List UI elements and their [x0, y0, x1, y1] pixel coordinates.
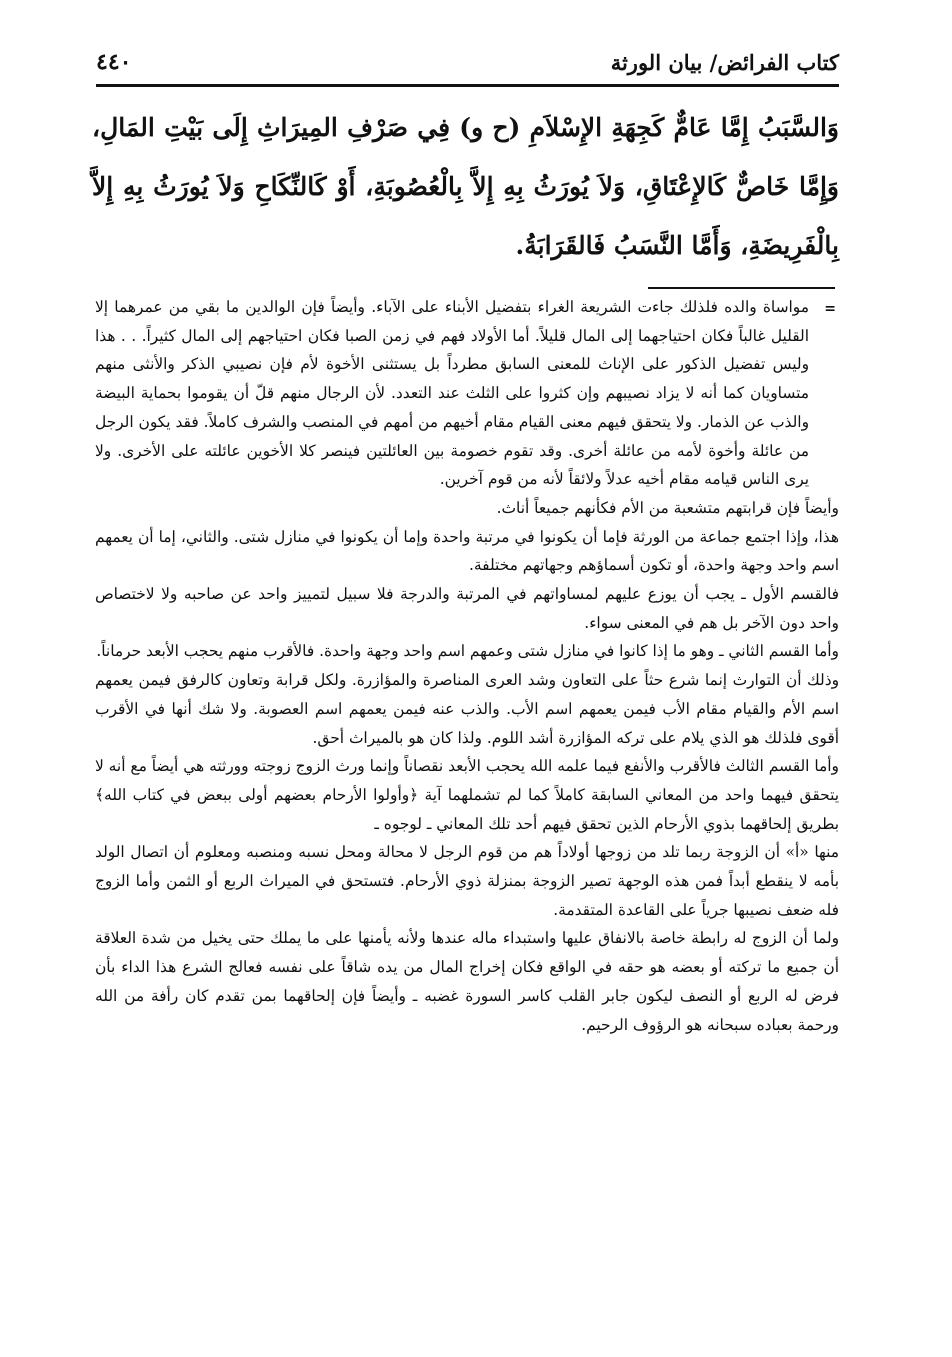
footnote-paragraph: ولما أن الزوج له رابطة خاصة بالانفاق عليها واستبداء ماله عندها ولأنه يأمنها على ما يملك حتى يخيل من شدة العلاقة أن جميع ما تركته أو بعضه هو حقه في الواقع فكان إخراج المال من يده شاقاً على نفسه فعالج الشرع هذا الداء بأن فرض له الربع أو النصف ليكون جابر القلب كاسر السورة غضبه ـ وأيضاً فإن إلحاقهما بمن تقدم كان رأفة من الله ورحمة بعباده سبحانه هو الرؤوف الرحيم. — [95, 929, 839, 1034]
footnote-paragraph: منها «أ» أن الزوجة ربما تلد من زوجها أولاداً هم من قوم الرجل لا محالة ومحل نسبه ومنصبه ومعلوم أن اتصال الولد بأمه لا ينقطع أبداً فمن هذه الوجهة تصير الزوجة بمنزلة ذوي الأرحام. فتستحق في الميراث الربع أو الثمن وأما الزوج فله ضعف نصيبها جرياً على القاعدة المتقدمة. — [95, 843, 839, 919]
footnote-paragraph: فالقسم الأول ـ يجب أن يوزع عليهم لمساواتهم في المرتبة والدرجة فلا سبيل لتمييز واحد عن صاحبه ولا لاختصاص واحد دون الآخر بل هم في المعنى سواء. — [95, 585, 839, 632]
running-title: كتاب الفرائض/ بيان الورثة — [610, 49, 839, 75]
page-header — [96, 40, 839, 87]
page-number: ٤٤٠ — [96, 49, 132, 75]
footnote-paragraph: هذا، وإذا اجتمع جماعة من الورثة فإما أن يكونوا في مرتبة واحدة وإما أن يكونوا في منازل شتى. والثاني، إما أن يعمهم اسم واحد وجهة واحدة، أو تكون أسماؤهم وجهاتهم مختلفة. — [95, 527, 839, 575]
footnote-continuation-mark: = — [824, 301, 836, 317]
footnote-paragraph: وذلك أن التوارث إنما شرع حثاً على التعاون وشد العرى المناصرة والمؤازرة. ولكل قرابة وتعاون كالرفق فيمن يعمهم اسم الأم والقيام مقام الأب فيمن يعمهم اسم الأب. والذب عنه فيمن يعمهم اسم العصوبة. ولا شك أنها في الأقرب أقوى فلذلك هو الذي يلام على تركه المؤازرة أشد اللوم. ولذا كان هو بالميراث أحق. — [95, 671, 839, 747]
footnote-paragraph: وأما القسم الثاني ـ وهو ما إذا كانوا في منازل شتى وعمهم اسم واحد وجهة واحدة. فالأقرب منهم يحجب الأبعد حرماناً. — [96, 642, 839, 661]
footnote-paragraph: مواساة والده فلذلك جاءت الشريعة الغراء بتفضيل الأبناء على الآباء. وأيضاً فإن الوالدين ما بقي من عمرهما إلا القليل غالباً فكان احتياجهما إلى المال قليلاً. أما الأولاد فهم في زمن الصبا فكان احتياجهم إلى المال كثيراً. . . هذا وليس تفضيل الذكور على الإناث للمعنى السابق مطرداً بل يستثنى الأخوة لأم فإن نصيبي الذكر والأنثى منهم متساويان كما أنه لا يزاد نصيبهم وإن كثروا على الثلث عند التعدد. لأن الرجال منهم قلّ أن يقوموا بحماية البيضة والذب عن الذمار. ولا يتحقق فيهم معنى القيام مقام أخيهم من أمهم في المنصب والشرف كاملاً. فقد يكون الرجل من عائلة وأخوة لأمه من عائلة أخرى. وقد تقوم خصومة بين العائلتين فينصر كلا الأخوين عائلته على الأخرى. ولا يرى الناس قيامه مقام أخيه عدلاً ولائقاً لأنه من قوم آخرين. — [95, 298, 809, 489]
footnote-paragraph: وأيضاً فإن قرابتهم متشعبة من الأم فكأنهم جميعاً أناث. — [496, 498, 839, 517]
main-text: وَالسَّبَبُ إِمَّا عَامٌّ كَجِهَةِ الإِسْلاَمِ (ح و) فِي صَرْفِ المِيرَاثِ إِلَى بَيْتِ المَالِ، وَإِمَّا خَاصٌّ كَالإِعْتَاقِ، وَلاَ يُورَثُ بِهِ إِلاَّ بِالْعُصُوبَةِ، أَوْ كَالنِّكَاحِ وَلاَ يُورَثُ بِهِ إِلاَّ بِالْفَرِيضَةِ، وَأَمَّا النَّسَبُ فَالقَرَابَةُ. — [92, 113, 839, 260]
footnote-paragraph: وأما القسم الثالث فالأقرب والأنفع فيما علمه الله يحجب الأبعد نقصاناً وإنما ورث الزوج زوجته وورثته هي أيضاً مع أنه لا يتحقق فيهما واحد من المعاني السابقة كاملاً كما لم تشملهما آية ﴿وأولوا الأرحام بعضهم أولى ببعض في كتاب الله﴾ بطريق إلحاقهما بذوي الأرحام الذين تحقق فيهم أحد تلك المعاني ـ لوجوه ـ — [95, 757, 839, 833]
footnotes — [95, 293, 839, 1039]
footnote-separator — [648, 287, 835, 289]
